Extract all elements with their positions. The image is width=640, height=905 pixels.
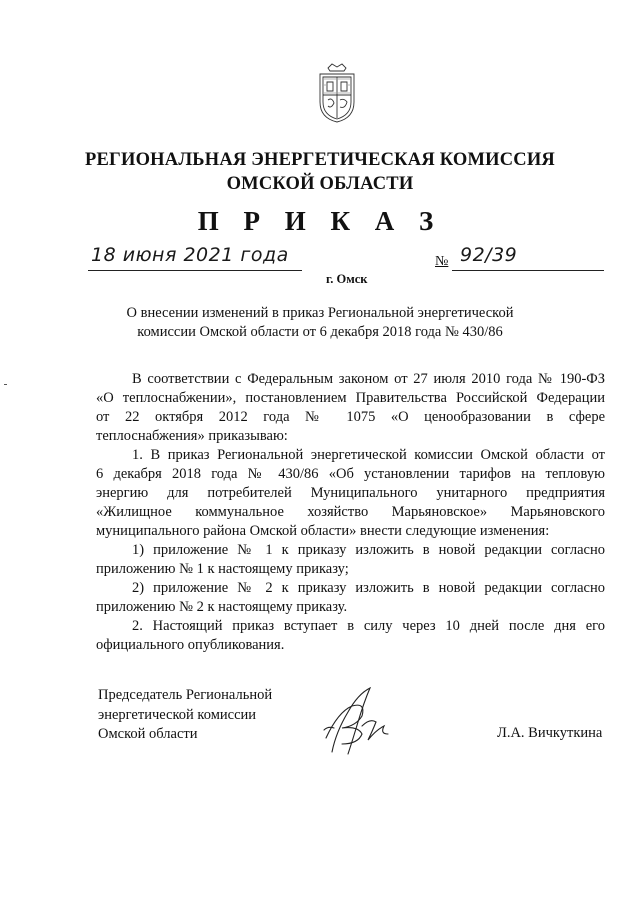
handwritten-date: 18 июня 2021 года	[91, 244, 289, 266]
body-line: 1. В приказ Региональной энергетической комиссии Омской области от	[132, 447, 605, 463]
body-line: 2. Настоящий приказ вступает в силу через 10 дней после дня его	[132, 618, 605, 634]
body-line: В соответствии с Федеральным законом от 27 июля 2010 года № 190-ФЗ	[132, 371, 605, 387]
body-line: от 22 октября 2012 года № 1075 «О ценообразовании в сфере	[96, 409, 605, 425]
document-title: П Р И К А З	[197, 206, 443, 236]
body-line: приложению № 2 к настоящему приказу.	[96, 599, 348, 615]
subject-line: комиссии Омской области от 6 декабря 2018 года № 430/86	[137, 324, 503, 340]
number-label: №	[435, 254, 449, 269]
date-underline	[88, 270, 302, 271]
subject-line: О внесении изменений в приказ Региональной энергетической	[126, 305, 514, 321]
position-line: Председатель Региональной	[98, 687, 273, 703]
margin-mark	[4, 384, 7, 385]
body-line: 6 декабря 2018 года № 430/86 «Об установлении тарифов на тепловую	[96, 466, 605, 482]
handwritten-signature	[318, 682, 396, 762]
position-line: Омской области	[98, 726, 198, 742]
number-underline	[452, 270, 604, 271]
body-line: 1) приложение № 1 к приказу изложить в новой редакции согласно	[132, 542, 605, 558]
signatory-position	[98, 686, 272, 745]
position-line: энергетической комиссии	[98, 706, 257, 723]
organization-name-line2: ОМСКОЙ ОБЛАСТИ	[226, 174, 414, 194]
handwritten-number: 92/39	[460, 244, 518, 266]
signatory-name: Л.А. Вичкуткина	[497, 725, 603, 741]
document-body	[96, 370, 605, 655]
body-line: «Жилищное коммунальное хозяйство Марьяновское» Марьяновского	[96, 504, 605, 520]
body-line: муниципального района Омской области» внести следующие изменения:	[96, 523, 550, 539]
body-line: приложению № 1 к настоящему приказу;	[96, 561, 349, 577]
coat-of-arms-icon	[316, 62, 358, 124]
body-line: «О теплоснабжении», постановлением Правительства Российской Федерации	[96, 390, 605, 406]
body-line: теплоснабжения» приказываю:	[96, 428, 288, 444]
body-line: 2) приложение № 2 к приказу изложить в новой редакции согласно	[132, 580, 605, 596]
city-label: г. Омск	[326, 272, 368, 286]
body-line: энергию для потребителей Муниципального унитарного предприятия	[96, 485, 605, 501]
document-subject	[0, 304, 640, 342]
body-line: официального опубликования.	[96, 637, 285, 653]
organization-name-line1: РЕГИОНАЛЬНАЯ ЭНЕРГЕТИЧЕСКАЯ КОМИССИЯ	[84, 150, 555, 170]
